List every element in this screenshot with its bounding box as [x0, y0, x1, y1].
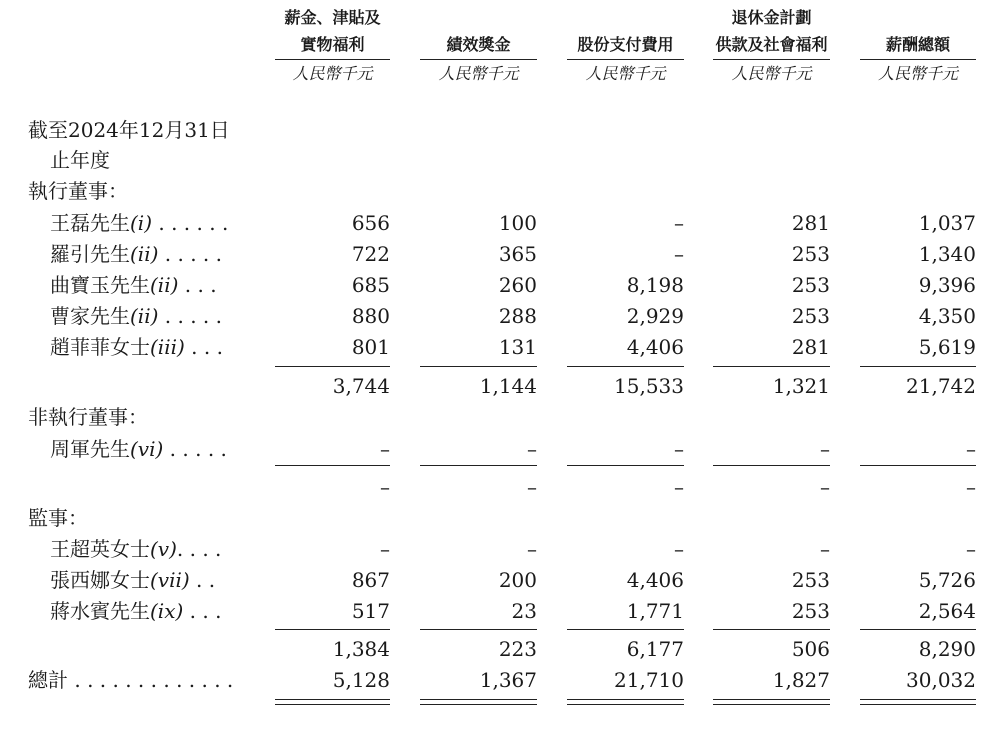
subtotal-rule	[420, 366, 537, 367]
total-cell: 1,827	[772, 668, 830, 692]
subtotal-cell: –	[380, 475, 390, 499]
leader-dots: . .	[189, 568, 216, 592]
total-cell: 21,710	[614, 668, 684, 692]
table-cell: 8,198	[626, 273, 684, 297]
table-cell: 131	[498, 335, 537, 359]
double-underline	[567, 699, 684, 705]
subtotal-cell: 15,533	[614, 374, 684, 398]
header-underline	[860, 59, 976, 60]
total-cell: 1,367	[479, 668, 537, 692]
leader-dots: . . . . .	[158, 242, 222, 266]
person-name: 羅引先生	[50, 242, 130, 266]
note-ref: (ix)	[150, 599, 184, 623]
section-title-supervisors: 監事：	[28, 506, 88, 530]
table-cell: 5,726	[918, 568, 976, 592]
period-label: 止年度	[50, 148, 110, 172]
table-cell: 1,340	[918, 242, 976, 266]
leader-dots: . . . . . . . . . . . . .	[68, 668, 234, 692]
leader-dots: . . . . .	[158, 304, 222, 328]
column-header-bonus	[420, 4, 537, 58]
table-cell: 365	[498, 242, 537, 266]
person-name: 曲寶玉先生	[50, 273, 150, 297]
subtotal-cell: 223	[498, 637, 537, 661]
column-header-share-payment	[567, 4, 684, 58]
table-cell: 253	[791, 568, 830, 592]
subtotal-cell: 506	[791, 637, 830, 661]
table-cell: –	[674, 537, 684, 561]
row-label	[50, 596, 221, 626]
header-underline	[713, 59, 830, 60]
subtotal-rule	[275, 629, 390, 630]
leader-dots: . . .	[184, 335, 223, 359]
leader-dots: . . . . .	[163, 437, 227, 461]
table-cell: 867	[351, 568, 390, 592]
table-cell: 281	[791, 211, 830, 235]
column-header-total	[860, 4, 976, 58]
subtotal-rule	[713, 465, 830, 466]
unit-label: 人民幣千元	[877, 64, 958, 83]
note-ref: (vi)	[130, 437, 164, 461]
row-label	[50, 208, 228, 238]
column-header-line: 績效獎金	[446, 35, 511, 54]
double-underline	[275, 699, 390, 705]
subtotal-rule	[567, 366, 684, 367]
column-header-line: 實物福利	[300, 35, 365, 54]
header-underline	[275, 59, 390, 60]
subtotal-cell: 1,384	[332, 637, 390, 661]
subtotal-rule	[275, 366, 390, 367]
table-cell: 288	[498, 304, 537, 328]
total-cell: 30,032	[906, 668, 976, 692]
period-label: 截至2024年12月31日	[28, 118, 230, 142]
column-header-line: 薪金、津貼及	[284, 8, 381, 27]
table-cell: 2,564	[918, 599, 976, 623]
subtotal-rule	[713, 366, 830, 367]
double-underline	[713, 699, 830, 705]
note-ref: (ii)	[130, 242, 159, 266]
note-ref: (iii)	[150, 335, 185, 359]
column-header-line	[420, 4, 537, 31]
note-ref: (ii)	[150, 273, 179, 297]
person-name: 張西娜女士	[50, 568, 150, 592]
table-cell: 880	[351, 304, 390, 328]
person-name: 蔣水賓先生	[50, 599, 150, 623]
unit-label: 人民幣千元	[438, 64, 519, 83]
table-cell: 722	[351, 242, 390, 266]
table-cell: 1,037	[918, 211, 976, 235]
subtotal-cell: –	[966, 475, 976, 499]
person-name: 曹家先生	[50, 304, 130, 328]
table-cell: 260	[498, 273, 537, 297]
table-cell: 253	[791, 304, 830, 328]
table-cell: 253	[791, 242, 830, 266]
table-cell: 5,619	[918, 335, 976, 359]
table-cell: 4,406	[626, 335, 684, 359]
column-header-line: 薪酬總額	[885, 35, 950, 54]
header-underline	[420, 59, 537, 60]
subtotal-rule	[420, 629, 537, 630]
subtotal-cell: 8,290	[918, 637, 976, 661]
row-label	[50, 301, 222, 331]
subtotal-rule	[567, 629, 684, 630]
double-underline	[860, 699, 976, 705]
header-underline	[567, 59, 684, 60]
row-label	[50, 239, 222, 269]
table-cell: –	[966, 537, 976, 561]
leader-dots: . . .	[178, 273, 217, 297]
table-cell: 2,929	[626, 304, 684, 328]
subtotal-rule	[860, 465, 976, 466]
unit-label: 人民幣千元	[585, 64, 666, 83]
column-header-line: 退休金計劃	[731, 8, 812, 27]
table-cell: 656	[351, 211, 390, 235]
table-cell: 200	[498, 568, 537, 592]
section-title-executive: 執行董事：	[28, 179, 128, 203]
table-cell: –	[966, 437, 976, 461]
table-cell: 4,350	[918, 304, 976, 328]
column-header-salaries	[275, 4, 390, 58]
table-cell: –	[527, 537, 537, 561]
subtotal-cell: 3,744	[332, 374, 390, 398]
leader-dots: . . .	[183, 599, 222, 623]
table-cell: 9,396	[918, 273, 976, 297]
subtotal-cell: –	[820, 475, 830, 499]
subtotal-rule	[860, 366, 976, 367]
subtotal-cell: 6,177	[626, 637, 684, 661]
subtotal-cell: 1,144	[479, 374, 537, 398]
table-cell: 281	[791, 335, 830, 359]
row-label	[50, 270, 217, 300]
column-header-line	[860, 4, 976, 31]
table-cell: 100	[498, 211, 537, 235]
table-cell: –	[674, 242, 684, 266]
person-name: 周軍先生	[50, 437, 130, 461]
table-cell: 801	[351, 335, 390, 359]
subtotal-cell: –	[527, 475, 537, 499]
subtotal-cell: 21,742	[906, 374, 976, 398]
note-ref: (vii)	[150, 568, 190, 592]
table-cell: –	[820, 437, 830, 461]
table-cell: 1,771	[626, 599, 684, 623]
table-cell: 517	[351, 599, 390, 623]
table-cell: –	[674, 211, 684, 235]
note-ref: (i)	[130, 211, 153, 235]
row-label	[50, 434, 227, 464]
unit-label: 人民幣千元	[731, 64, 812, 83]
leader-dots: . . . .	[176, 537, 222, 561]
subtotal-rule	[860, 629, 976, 630]
table-cell: 253	[791, 599, 830, 623]
person-name: 王磊先生	[50, 211, 130, 235]
table-cell: –	[527, 437, 537, 461]
double-underline	[420, 699, 537, 705]
column-header-line: 供款及社會福利	[715, 35, 828, 54]
total-row-label	[28, 665, 233, 695]
note-ref: (v)	[150, 537, 177, 561]
person-name: 王超英女士	[50, 537, 150, 561]
person-name: 趙菲菲女士	[50, 335, 150, 359]
subtotal-rule	[713, 629, 830, 630]
table-cell: 685	[351, 273, 390, 297]
unit-label: 人民幣千元	[292, 64, 373, 83]
table-cell: –	[674, 437, 684, 461]
total-cell: 5,128	[332, 668, 390, 692]
column-header-pension	[713, 4, 830, 58]
subtotal-rule	[420, 465, 537, 466]
table-cell: –	[380, 537, 390, 561]
section-title-non-executive: 非執行董事：	[28, 405, 148, 429]
row-label	[50, 565, 215, 595]
table-cell: –	[380, 437, 390, 461]
note-ref: (ii)	[130, 304, 159, 328]
column-header-line: 股份支付費用	[577, 35, 674, 54]
table-cell: 253	[791, 273, 830, 297]
subtotal-rule	[275, 465, 390, 466]
table-cell: 4,406	[626, 568, 684, 592]
leader-dots: . . . . . .	[152, 211, 229, 235]
column-header-line	[567, 4, 684, 31]
total-label: 總計	[28, 668, 68, 692]
row-label	[50, 534, 221, 564]
table-cell: –	[820, 537, 830, 561]
row-label	[50, 332, 223, 362]
subtotal-cell: –	[674, 475, 684, 499]
subtotal-rule	[567, 465, 684, 466]
table-cell: 23	[511, 599, 537, 623]
subtotal-cell: 1,321	[772, 374, 830, 398]
